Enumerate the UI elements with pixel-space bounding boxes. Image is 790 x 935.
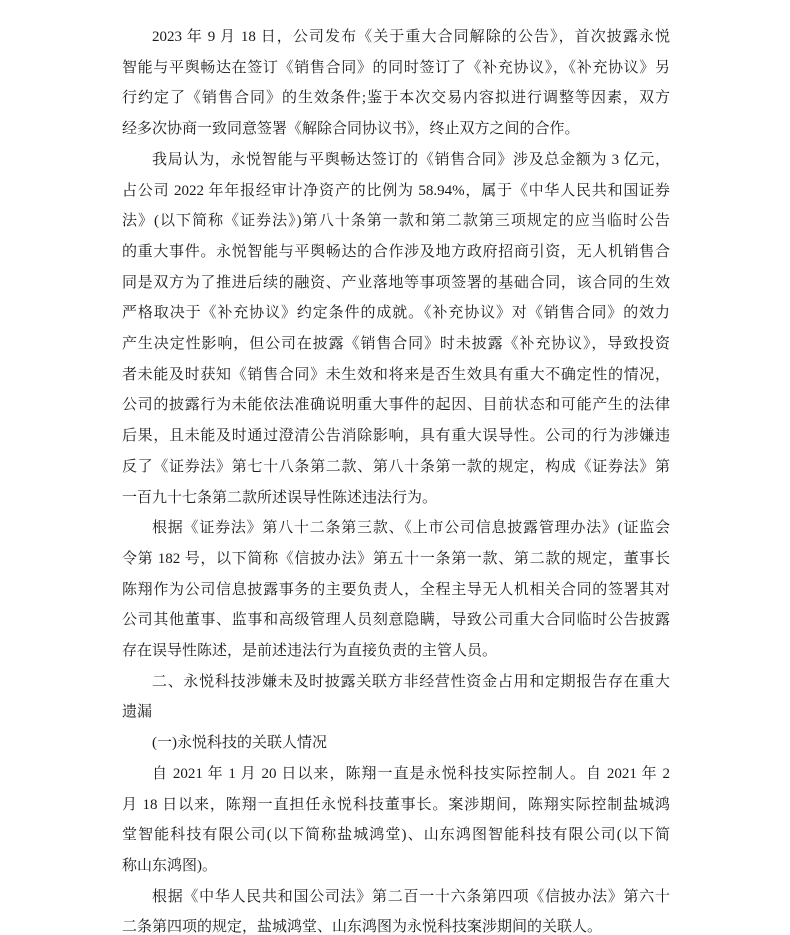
text-line: 陈翔作为公司信息披露事务的主要负责人，全程主导无人机相关合同的签署其对 <box>122 581 670 598</box>
text-line: 占公司 2022 年年报经审计净资产的比例为 58.94%，属于《中华人民共和国证券 <box>122 182 670 199</box>
text-line: 者未能及时获知《销售合同》未生效和将来是否生效具有重大不确定性的情况， <box>122 366 670 383</box>
paragraph-chairman-responsibility <box>122 513 670 667</box>
subsection-heading-2-1 <box>122 728 670 759</box>
paragraph-related-party-basis <box>122 882 670 935</box>
text-line: 根据《中华人民共和国公司法》第二百一十六条第四项《信披办法》第六十 <box>152 888 670 905</box>
subsection-heading-line: (一)永悦科技的关联人情况 <box>152 735 327 752</box>
text-line: 法》(以下简称《证券法》)第八十条第一款和第二款第三项规定的应当临时公告 <box>122 213 670 230</box>
text-line: 公司其他董事、监事和高级管理人员刻意隐瞒，导致公司重大合同临时公告披露 <box>122 612 670 629</box>
text-line: 产生决定性影响，但公司在披露《销售合同》时未披露《补充协议》，导致投资 <box>122 336 670 353</box>
text-line: 后果，且未能及时通过澄清公告消除影响，具有重大误导性。公司的行为涉嫌违 <box>122 428 670 445</box>
text-line: 自 2021 年 1 月 20 日以来，陈翔一直是永悦科技实际控制人。自 2021 年 2 <box>152 765 670 782</box>
text-line: 堂智能科技有限公司(以下简称盐城鸿堂)、山东鸿图智能科技有限公司(以下简 <box>122 827 670 844</box>
text-line: 称山东鸿图)。 <box>122 857 217 874</box>
text-line: 令第 182 号，以下简称《信披办法》第五十一条第一款、第二款的规定，董事长 <box>122 550 670 567</box>
text-line: 同是双方为了推进后续的融资、产业落地等事项签署的基础合同，该合同的生效 <box>122 274 670 291</box>
text-line: 公司的披露行为未能依法准确说明重大事件的起因、目前状态和可能产生的法律 <box>122 397 670 414</box>
section-heading-2 <box>122 667 670 728</box>
text-line: 根据《证券法》第八十二条第三款、《上市公司信息披露管理办法》(证监会 <box>152 520 670 537</box>
text-line: 反了《证券法》第七十八条第二款、第八十条第一款的规定，构成《证券法》第 <box>122 458 670 475</box>
text-line: 二条第四项的规定，盐城鸿堂、山东鸿图为永悦科技案涉期间的关联人。 <box>122 919 603 935</box>
section-heading-line: 二、永悦科技涉嫌未及时披露关联方非经营性资金占用和定期报告存在重大 <box>152 673 670 690</box>
section-heading-line: 遗漏 <box>122 704 153 721</box>
text-line: 经多次协商一致同意签署《解除合同协议书》，终止双方之间的合作。 <box>122 121 580 138</box>
paragraph-contract-termination <box>122 22 670 145</box>
text-line: 一百九十七条第二款所述误导性陈述违法行为。 <box>122 489 438 506</box>
text-line: 我局认为，永悦智能与平舆畅达签订的《销售合同》涉及总金额为 3 亿元， <box>152 151 670 168</box>
text-line: 月 18 日以来，陈翔一直担任永悦科技董事长。案涉期间，陈翔实际控制盐城鸿 <box>122 796 670 813</box>
text-line: 行约定了《销售合同》的生效条件;鉴于本次交易内容拟进行调整等因素，双方 <box>122 90 670 107</box>
text-line: 严格取决于《补充协议》约定条件的成就。《补充协议》对《销售合同》的效力 <box>122 305 670 322</box>
paragraph-related-parties <box>122 759 670 882</box>
text-line: 智能与平舆畅达在签订《销售合同》的同时签订了《补充协议》，《补充协议》另 <box>122 59 670 76</box>
text-line: 存在误导性陈述，是前述违法行为直接负责的主管人员。 <box>122 643 498 660</box>
text-line: 2023 年 9 月 18 日，公司发布《关于重大合同解除的公告》，首次披露永悦 <box>152 29 670 45</box>
paragraph-bureau-opinion <box>122 145 670 513</box>
text-line: 的重大事件。永悦智能与平舆畅达的合作涉及地方政府招商引资，无人机销售合 <box>122 243 670 260</box>
